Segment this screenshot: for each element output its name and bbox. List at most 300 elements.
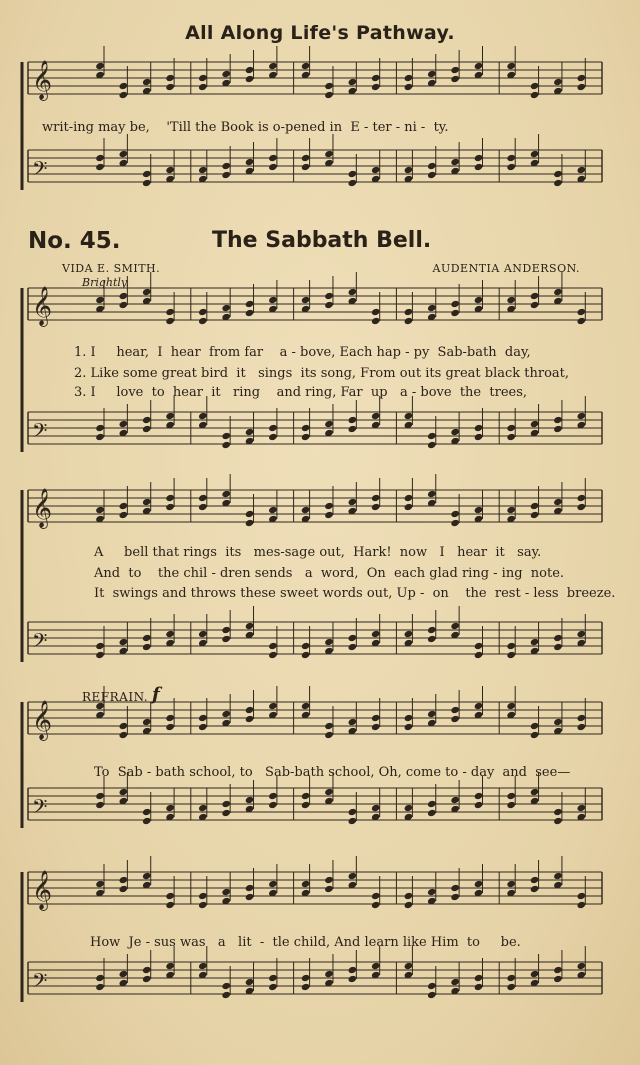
- note-head: [404, 723, 414, 731]
- note-head: [577, 74, 587, 82]
- note-head: [427, 635, 437, 643]
- verse-3-line-a: 3. I love to hear it ring and ring, Far up a - bove the trees,: [74, 385, 528, 400]
- treble-clef: 𝄞: [32, 488, 53, 528]
- note-head: [530, 511, 540, 519]
- note-head: [142, 288, 152, 296]
- note-head: [119, 301, 129, 309]
- verse-3-line-b: It swings and throws these sweet words out, Up - on the rest - less breeze.: [94, 586, 616, 601]
- note-head: [95, 163, 105, 171]
- note-head: [245, 309, 255, 317]
- note-head: [404, 630, 414, 638]
- note-head: [119, 292, 129, 300]
- note-head: [221, 809, 231, 817]
- note-head: [165, 714, 175, 722]
- note-head: [427, 809, 437, 817]
- note-head: [506, 792, 516, 800]
- note-head: [506, 424, 516, 432]
- note-head: [474, 62, 484, 70]
- note-head: [427, 171, 437, 179]
- note-head: [221, 70, 231, 78]
- note-head: [553, 78, 563, 86]
- note-head: [530, 150, 540, 158]
- note-head: [268, 983, 278, 991]
- note-head: [553, 718, 563, 726]
- previous-hymn-title: All Along Life's Pathway.: [185, 22, 455, 44]
- note-head: [348, 966, 358, 974]
- note-head: [324, 876, 334, 884]
- note-head: [348, 179, 358, 187]
- note-head: [427, 490, 437, 498]
- bass-clef: 𝄢: [32, 157, 48, 185]
- note-head: [450, 706, 460, 714]
- dynamic-marking: f: [152, 684, 160, 705]
- note-head: [577, 892, 587, 900]
- note-head: [530, 876, 540, 884]
- note-head: [404, 166, 414, 174]
- note-head: [371, 503, 381, 511]
- note-head: [268, 154, 278, 162]
- tempo-marking: Brightly.: [82, 276, 130, 289]
- note-head: [530, 731, 540, 739]
- note-head: [119, 638, 129, 646]
- note-head: [301, 702, 311, 710]
- note-head: [474, 651, 484, 659]
- note-head: [506, 651, 516, 659]
- note-head: [95, 642, 105, 650]
- note-head: [245, 428, 255, 436]
- note-head: [221, 162, 231, 170]
- note-head: [506, 801, 516, 809]
- note-head: [404, 308, 414, 316]
- note-head: [506, 974, 516, 982]
- note-head: [324, 420, 334, 428]
- note-head: [450, 300, 460, 308]
- note-head: [268, 792, 278, 800]
- note-head: [95, 702, 105, 710]
- note-head: [95, 974, 105, 982]
- note-head: [142, 808, 152, 816]
- note-head: [268, 801, 278, 809]
- note-head: [165, 83, 175, 91]
- note-head: [301, 424, 311, 432]
- note-head: [165, 723, 175, 731]
- note-head: [95, 433, 105, 441]
- note-head: [95, 506, 105, 514]
- note-head: [450, 884, 460, 892]
- note-head: [348, 817, 358, 825]
- note-head: [371, 494, 381, 502]
- note-head: [577, 166, 587, 174]
- note-head: [198, 494, 208, 502]
- note-head: [324, 91, 334, 99]
- note-head: [301, 651, 311, 659]
- verse-2-line-b: And to the chil - dren sends a word, On each glad ring - ing note.: [94, 566, 565, 581]
- note-head: [371, 892, 381, 900]
- note-head: [95, 801, 105, 809]
- note-head: [142, 975, 152, 983]
- note-head: [450, 510, 460, 518]
- note-head: [474, 506, 484, 514]
- note-head: [221, 982, 231, 990]
- note-head: [530, 638, 540, 646]
- note-head: [506, 702, 516, 710]
- note-head: [553, 425, 563, 433]
- note-head: [530, 788, 540, 796]
- note-head: [474, 296, 484, 304]
- note-head: [324, 301, 334, 309]
- note-head: [577, 714, 587, 722]
- note-head: [142, 498, 152, 506]
- note-head: [553, 643, 563, 651]
- note-head: [119, 885, 129, 893]
- refrain-lyric-2: How Je - sus was a lit - tle child, And learn like Him to be.: [90, 935, 521, 950]
- note-head: [142, 643, 152, 651]
- note-head: [371, 74, 381, 82]
- note-head: [450, 519, 460, 527]
- note-head: [553, 416, 563, 424]
- note-head: [268, 880, 278, 888]
- note-head: [404, 494, 414, 502]
- note-head: [506, 880, 516, 888]
- note-head: [198, 308, 208, 316]
- note-head: [165, 892, 175, 900]
- note-head: [142, 817, 152, 825]
- note-head: [530, 502, 540, 510]
- note-head: [221, 432, 231, 440]
- note-head: [506, 433, 516, 441]
- refrain-label: REFRAIN.: [82, 690, 149, 704]
- note-head: [348, 718, 358, 726]
- note-head: [245, 706, 255, 714]
- note-head: [119, 502, 129, 510]
- note-head: [301, 296, 311, 304]
- note-head: [221, 171, 231, 179]
- note-head: [553, 170, 563, 178]
- note-head: [474, 154, 484, 162]
- verse-2-line-a: 2. Like some great bird it sings its song, From out its great black throat,: [74, 366, 570, 381]
- note-head: [245, 66, 255, 74]
- bass-clef: 𝄢: [32, 629, 48, 657]
- note-head: [245, 978, 255, 986]
- note-head: [553, 498, 563, 506]
- note-head: [348, 634, 358, 642]
- note-head: [324, 638, 334, 646]
- note-head: [553, 808, 563, 816]
- note-head: [450, 75, 460, 83]
- note-head: [198, 892, 208, 900]
- note-head: [427, 888, 437, 896]
- note-head: [404, 901, 414, 909]
- note-head: [245, 519, 255, 527]
- note-head: [165, 166, 175, 174]
- note-head: [221, 710, 231, 718]
- bass-clef: 𝄢: [32, 419, 48, 447]
- note-head: [427, 991, 437, 999]
- note-head: [119, 420, 129, 428]
- note-head: [95, 792, 105, 800]
- note-head: [142, 170, 152, 178]
- note-head: [404, 412, 414, 420]
- note-head: [553, 975, 563, 983]
- note-head: [301, 506, 311, 514]
- hymn-title: The Sabbath Bell.: [212, 228, 432, 253]
- note-head: [371, 714, 381, 722]
- note-head: [119, 970, 129, 978]
- note-head: [198, 962, 208, 970]
- bass-clef: 𝄢: [32, 969, 48, 997]
- note-head: [268, 974, 278, 982]
- note-head: [245, 622, 255, 630]
- note-head: [427, 162, 437, 170]
- note-head: [165, 962, 175, 970]
- note-head: [165, 317, 175, 325]
- note-head: [165, 503, 175, 511]
- note-head: [577, 412, 587, 420]
- note-head: [198, 630, 208, 638]
- note-head: [301, 642, 311, 650]
- note-head: [95, 424, 105, 432]
- note-head: [450, 796, 460, 804]
- note-head: [324, 885, 334, 893]
- note-head: [268, 506, 278, 514]
- note-head: [474, 880, 484, 888]
- author-credit: VIDA E. SMITH.: [62, 262, 161, 275]
- note-head: [119, 788, 129, 796]
- note-head: [404, 804, 414, 812]
- note-head: [268, 642, 278, 650]
- refrain-lyric-1: To Sab - bath school, to Sab-bath school, Oh, come to - day and see—: [94, 765, 571, 780]
- note-head: [324, 722, 334, 730]
- note-head: [348, 170, 358, 178]
- note-head: [221, 800, 231, 808]
- note-head: [301, 433, 311, 441]
- note-head: [198, 901, 208, 909]
- note-head: [324, 788, 334, 796]
- note-head: [348, 498, 358, 506]
- note-head: [371, 166, 381, 174]
- note-head: [348, 78, 358, 86]
- note-head: [268, 296, 278, 304]
- note-head: [268, 424, 278, 432]
- note-head: [95, 154, 105, 162]
- treble-clef: 𝄞: [32, 870, 53, 910]
- note-head: [474, 433, 484, 441]
- note-head: [371, 723, 381, 731]
- note-head: [577, 962, 587, 970]
- note-head: [450, 978, 460, 986]
- note-head: [301, 880, 311, 888]
- note-head: [371, 962, 381, 970]
- verse-1-line-b: A bell that rings its mes-sage out, Hark! now I hear it say.: [94, 545, 542, 560]
- note-head: [404, 83, 414, 91]
- note-head: [404, 317, 414, 325]
- note-head: [427, 70, 437, 78]
- note-head: [404, 714, 414, 722]
- note-head: [165, 630, 175, 638]
- note-head: [221, 635, 231, 643]
- note-head: [324, 731, 334, 739]
- note-head: [221, 991, 231, 999]
- note-head: [95, 296, 105, 304]
- note-head: [404, 962, 414, 970]
- note-head: [404, 892, 414, 900]
- note-head: [530, 970, 540, 978]
- note-head: [165, 901, 175, 909]
- note-head: [142, 966, 152, 974]
- note-head: [577, 317, 587, 325]
- note-head: [577, 503, 587, 511]
- note-head: [450, 309, 460, 317]
- note-head: [577, 83, 587, 91]
- hymn-number: No. 45.: [28, 228, 121, 254]
- note-head: [348, 975, 358, 983]
- note-head: [268, 163, 278, 171]
- note-head: [348, 643, 358, 651]
- note-head: [301, 154, 311, 162]
- note-head: [474, 163, 484, 171]
- note-head: [119, 150, 129, 158]
- note-head: [142, 78, 152, 86]
- note-head: [506, 62, 516, 70]
- note-head: [301, 974, 311, 982]
- note-head: [324, 502, 334, 510]
- note-head: [348, 808, 358, 816]
- note-head: [371, 901, 381, 909]
- note-head: [474, 792, 484, 800]
- note-head: [245, 300, 255, 308]
- bass-clef: 𝄢: [32, 795, 48, 823]
- note-head: [324, 511, 334, 519]
- treble-clef: 𝄞: [32, 60, 53, 100]
- note-head: [530, 722, 540, 730]
- note-head: [474, 974, 484, 982]
- note-head: [301, 983, 311, 991]
- note-head: [198, 503, 208, 511]
- note-head: [268, 702, 278, 710]
- note-head: [198, 317, 208, 325]
- note-head: [348, 288, 358, 296]
- note-head: [119, 731, 129, 739]
- note-head: [221, 490, 231, 498]
- note-head: [474, 702, 484, 710]
- note-head: [553, 966, 563, 974]
- note-head: [530, 91, 540, 99]
- note-head: [198, 83, 208, 91]
- note-head: [324, 82, 334, 90]
- note-head: [404, 74, 414, 82]
- note-head: [553, 634, 563, 642]
- note-head: [371, 317, 381, 325]
- note-head: [245, 893, 255, 901]
- note-head: [165, 494, 175, 502]
- note-head: [245, 75, 255, 83]
- note-head: [221, 441, 231, 449]
- note-head: [474, 983, 484, 991]
- note-head: [506, 983, 516, 991]
- note-head: [165, 804, 175, 812]
- note-head: [530, 885, 540, 893]
- note-head: [450, 428, 460, 436]
- note-head: [348, 425, 358, 433]
- note-head: [198, 166, 208, 174]
- note-head: [577, 630, 587, 638]
- note-head: [577, 804, 587, 812]
- note-head: [119, 91, 129, 99]
- note-head: [371, 804, 381, 812]
- note-head: [506, 506, 516, 514]
- note-head: [301, 792, 311, 800]
- note-head: [119, 82, 129, 90]
- note-head: [95, 983, 105, 991]
- note-head: [165, 412, 175, 420]
- note-head: [553, 179, 563, 187]
- note-head: [427, 304, 437, 312]
- note-head: [530, 82, 540, 90]
- treble-clef: 𝄞: [32, 700, 53, 740]
- note-head: [221, 888, 231, 896]
- note-head: [506, 163, 516, 171]
- note-head: [301, 62, 311, 70]
- note-head: [142, 179, 152, 187]
- note-head: [506, 296, 516, 304]
- note-head: [119, 511, 129, 519]
- note-head: [95, 880, 105, 888]
- note-head: [268, 62, 278, 70]
- note-head: [427, 626, 437, 634]
- note-head: [268, 651, 278, 659]
- note-head: [221, 626, 231, 634]
- note-head: [553, 817, 563, 825]
- note-head: [324, 970, 334, 978]
- note-head: [95, 651, 105, 659]
- note-head: [506, 154, 516, 162]
- note-head: [324, 292, 334, 300]
- note-head: [165, 308, 175, 316]
- note-head: [371, 412, 381, 420]
- note-head: [245, 715, 255, 723]
- verse-1-line-a: 1. I hear, I hear from far a - bove, Each hap - py Sab-bath day,: [74, 345, 531, 360]
- note-head: [142, 872, 152, 880]
- note-head: [142, 425, 152, 433]
- note-head: [427, 982, 437, 990]
- note-head: [142, 718, 152, 726]
- note-head: [474, 801, 484, 809]
- note-head: [348, 416, 358, 424]
- note-head: [450, 66, 460, 74]
- note-head: [324, 150, 334, 158]
- note-head: [301, 801, 311, 809]
- note-head: [427, 710, 437, 718]
- note-head: [371, 308, 381, 316]
- note-head: [142, 634, 152, 642]
- previous-hymn-lyric: writ-ing may be, 'Till the Book is o-pened in E - ter - ni - ty.: [42, 120, 449, 135]
- note-head: [427, 432, 437, 440]
- note-head: [577, 308, 587, 316]
- note-head: [474, 424, 484, 432]
- note-head: [371, 630, 381, 638]
- note-head: [427, 441, 437, 449]
- note-head: [530, 292, 540, 300]
- note-head: [142, 416, 152, 424]
- note-head: [95, 62, 105, 70]
- note-head: [530, 301, 540, 309]
- note-head: [371, 83, 381, 91]
- note-head: [198, 412, 208, 420]
- note-head: [245, 510, 255, 518]
- note-head: [450, 158, 460, 166]
- note-head: [245, 796, 255, 804]
- note-head: [474, 642, 484, 650]
